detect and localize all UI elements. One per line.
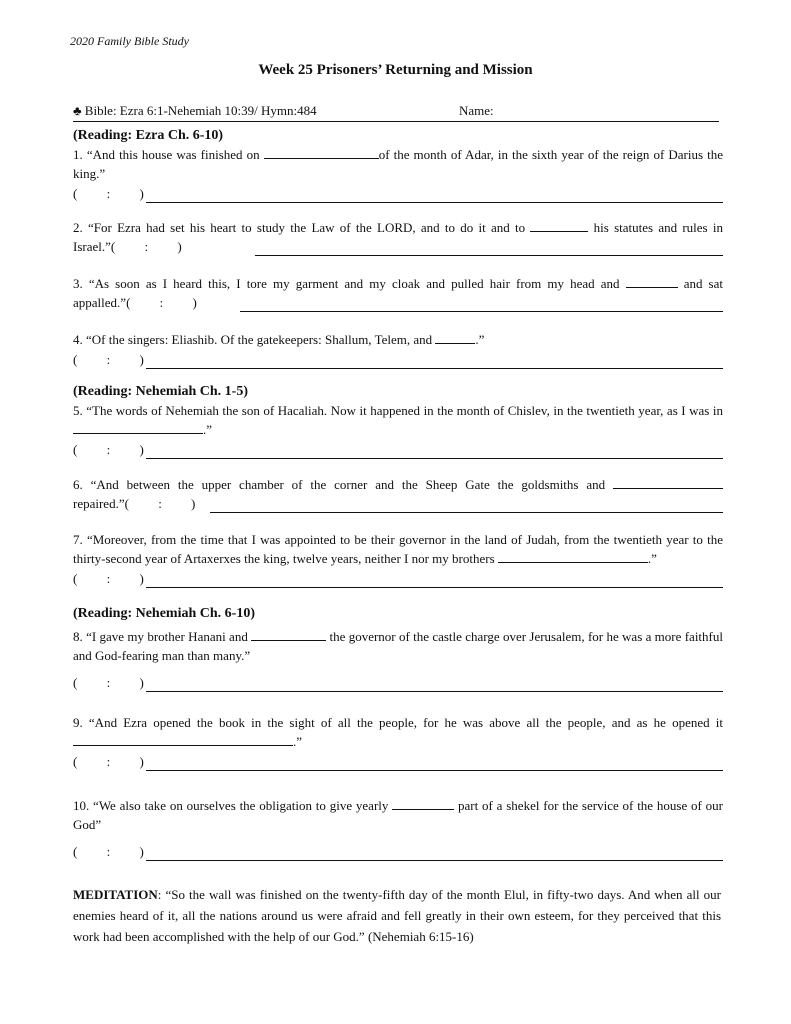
meditation-text: : “So the wall was finished on the twenty-fifth day of the month Elul, in fifty-two days. And when all our enemies heard of it, all the nations around us were afraid and fell greatly in their own esteem, for they perceived that this work had been accomplished with the help of our God.” (Nehemiah 6:15-16) <box>73 887 721 944</box>
question-text: 4. “Of the singers: Eliashib. Of the gatekeepers: Shallum, Telem, and <box>73 332 436 347</box>
answer-line[interactable] <box>146 354 723 369</box>
answer-line[interactable] <box>146 756 723 771</box>
answer-line[interactable] <box>255 241 723 256</box>
answer-line[interactable] <box>210 498 723 513</box>
question-7 <box>73 530 723 588</box>
verse-reference-marker: ( : ) <box>73 844 144 859</box>
question-text: 1. “And this house was finished on <box>73 147 264 162</box>
fill-blank[interactable] <box>530 218 588 232</box>
page-title: Week 25 Prisoners’ Returning and Mission <box>258 62 533 78</box>
question-text: .” <box>203 422 213 437</box>
question-5 <box>73 401 723 459</box>
verse-reference-marker: ( : ) <box>73 571 144 586</box>
verse-reference-marker: ( : ) <box>110 239 182 254</box>
answer-line[interactable] <box>146 677 723 692</box>
verse-reference-marker: ( : ) <box>73 186 144 201</box>
question-text: 2. “For Ezra had set his heart to study the Law of the LORD, and to do it and to <box>73 220 531 235</box>
question-text: 6. “And between the upper chamber of the corner and the Sheep Gate the goldsmiths and <box>73 477 613 492</box>
question-4 <box>73 330 723 369</box>
verse-reference-marker: ( : ) <box>73 442 144 457</box>
bible-reference: ♣ Bible: Ezra 6:1-Nehemiah 10:39/ Hymn:484 <box>73 103 317 118</box>
question-text: the governor of the castle charge over Jerusalem, for he was a more faithful and God-fearing man than many.” <box>73 629 723 663</box>
fill-blank[interactable] <box>435 330 475 344</box>
question-text: 7. “Moreover, from the time that I was appointed to be their governor in the land of Judah, from the twentieth year to the thirty-second year of Artaxerxes the king, twelve years, neither I nor my brothers <box>73 532 723 566</box>
question-text: .” <box>293 734 303 749</box>
question-text: 9. “And Ezra opened the book in the sight of all the people, for he was above all the people, and as he opened it <box>73 715 723 730</box>
question-text: 10. “We also take on ourselves the obligation to give yearly <box>73 798 393 813</box>
fill-blank[interactable] <box>392 796 454 810</box>
meditation <box>73 884 721 947</box>
fill-blank[interactable] <box>73 732 293 746</box>
question-8 <box>73 627 723 692</box>
question-text: 8. “I gave my brother Hanani and <box>73 629 252 644</box>
question-text: repaired.” <box>73 496 125 511</box>
question-10 <box>73 796 723 861</box>
fill-blank[interactable] <box>251 627 326 641</box>
answer-line[interactable] <box>146 188 723 203</box>
fill-blank[interactable] <box>498 549 648 563</box>
answer-line[interactable] <box>146 573 723 588</box>
question-text: his statutes and rules in Israel.” <box>73 220 723 254</box>
fill-blank[interactable] <box>73 420 203 434</box>
info-row <box>73 103 719 122</box>
name-label: Name: <box>459 103 494 118</box>
verse-reference-marker: ( : ) <box>73 352 144 367</box>
question-9 <box>73 713 723 771</box>
section-heading-ezra: (Reading: Ezra Ch. 6-10) <box>73 128 224 143</box>
question-2 <box>73 218 723 256</box>
answer-line[interactable] <box>146 444 723 459</box>
section-heading-nehemiah-6-10: (Reading: Nehemiah Ch. 6-10) <box>73 606 255 621</box>
section-heading-nehemiah-1-5: (Reading: Nehemiah Ch. 1-5) <box>73 384 248 399</box>
verse-reference-marker: ( : ) <box>73 675 144 690</box>
question-6 <box>73 475 723 513</box>
meditation-label: MEDITATION <box>73 887 158 902</box>
question-text: part of a shekel for the service of the house of our God” <box>73 798 723 832</box>
question-text: .” <box>647 551 657 566</box>
answer-line[interactable] <box>146 846 723 861</box>
question-text: .” <box>475 332 485 347</box>
fill-blank[interactable] <box>613 475 723 489</box>
verse-reference-marker: ( : ) <box>126 295 197 310</box>
question-text: 3. “As soon as I heard this, I tore my garment and my cloak and pulled hair from my head and <box>73 276 626 291</box>
fill-blank[interactable] <box>626 274 678 288</box>
question-text: and sat appalled.” <box>73 276 724 310</box>
verse-reference-marker: ( : ) <box>124 496 196 511</box>
header-note: 2020 Family Bible Study <box>70 34 189 48</box>
question-1 <box>73 145 723 203</box>
question-text: 5. “The words of Nehemiah the son of Hacaliah. Now it happened in the month of Chislev, in the twentieth year, as I was in <box>73 403 723 418</box>
question-text: of the month of Adar, in the sixth year of the reign of Darius the king.” <box>73 147 724 181</box>
question-3 <box>73 274 723 312</box>
verse-reference-marker: ( : ) <box>73 754 144 769</box>
fill-blank[interactable] <box>264 145 379 159</box>
answer-line[interactable] <box>240 297 723 312</box>
